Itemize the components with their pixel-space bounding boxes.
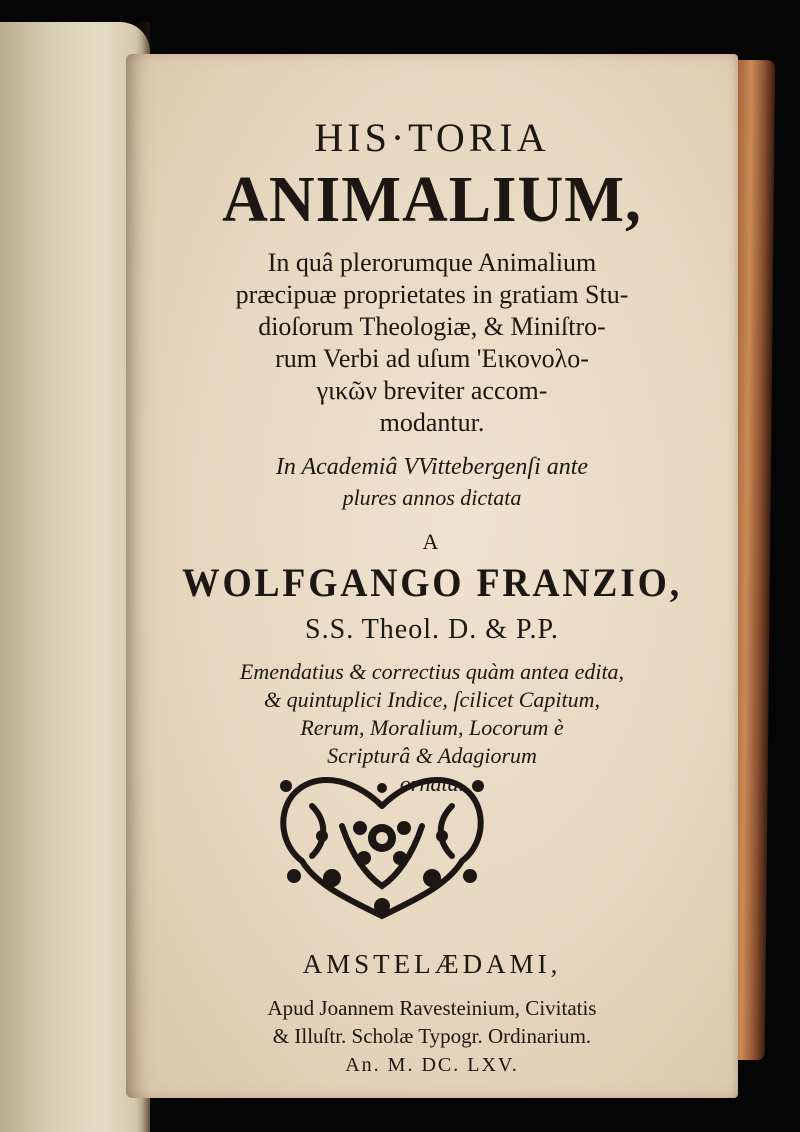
imprint-year: An. M. DC. LXV.	[345, 1054, 519, 1076]
author-name: WOLFGANGO FRANZIO,	[182, 560, 682, 605]
title-line-historia: HIS·TORIA	[314, 115, 550, 160]
imprint-publisher: Apud Joannem Ravesteinium, Civitatis	[267, 996, 597, 1020]
imprint-publisher-office: & Illuſtr. Scholæ Typogr. Ordinarium.	[272, 1024, 592, 1048]
author-preposition: A	[422, 529, 442, 554]
academy-line: plures annos dictata	[342, 485, 522, 510]
subtitle-line: dioſorum Theologiæ, & Miniſtro-	[258, 312, 606, 341]
edition-line: Emendatius & correctius quàm antea edita,	[239, 659, 625, 684]
author-degree: S.S. Theol. D. & P.P.	[305, 614, 559, 645]
edition-line: ornata.	[399, 771, 465, 796]
subtitle-line: γικῶν breviter accom-	[316, 376, 548, 405]
title-line-animalium: ANIMALIUM,	[222, 163, 642, 236]
subtitle-line: modantur.	[379, 408, 485, 437]
edition-line: & quintuplici Indice, ſcilicet Capitum,	[263, 687, 601, 712]
imprint-place: AMSTELÆDAMI,	[302, 949, 562, 979]
edition-line: Rerum, Moralium, Locorum è	[300, 715, 564, 740]
subtitle-line: præcipuæ proprietates in gratiam Stu-	[235, 280, 629, 309]
title-page	[126, 54, 738, 1098]
academy-line: In Academiâ VVittebergenſi ante	[275, 454, 589, 480]
subtitle-line: In quâ plerorumque Animalium	[267, 248, 597, 277]
printers-ornament-icon	[272, 766, 492, 926]
subtitle-line: rum Verbi ad uſum 'Εικονολο-	[275, 344, 589, 373]
edition-line: Scripturâ & Adagiorum	[327, 743, 537, 768]
